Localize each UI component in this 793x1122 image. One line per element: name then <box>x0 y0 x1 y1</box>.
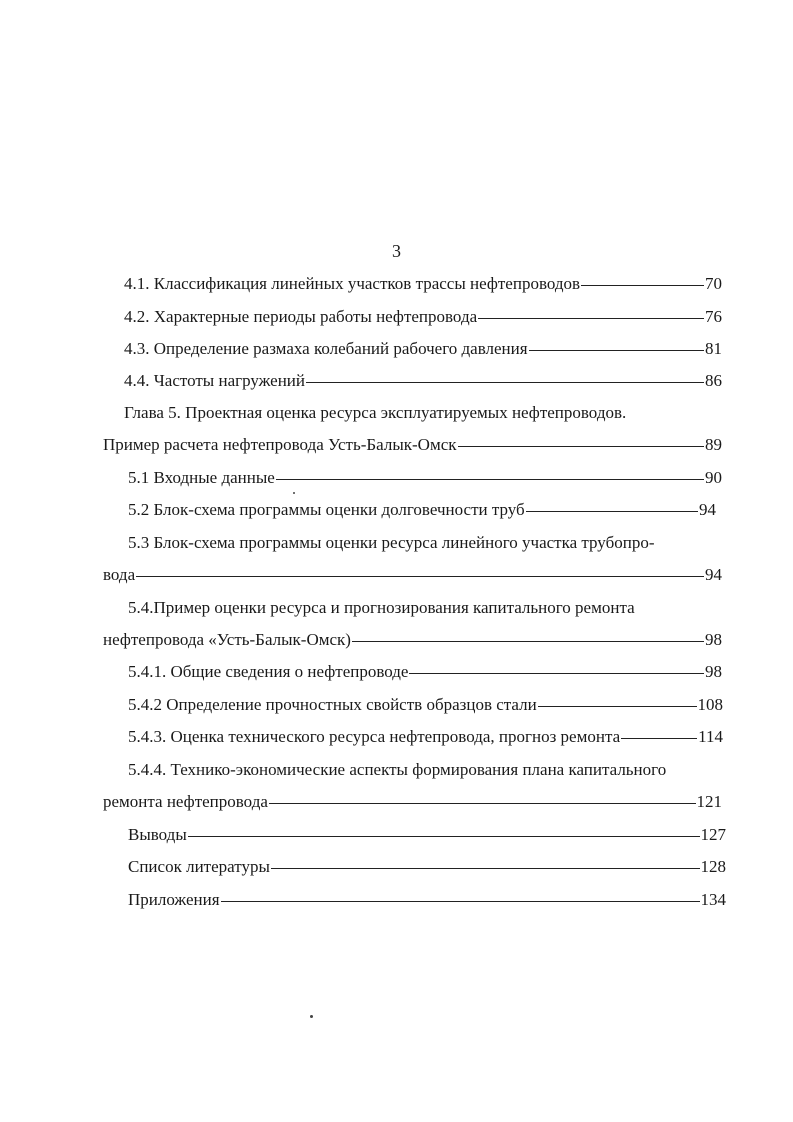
toc-entry-5-4-3[interactable] <box>128 725 723 749</box>
toc-leader <box>526 511 698 512</box>
toc-entry-chapter-5-line1: Глава 5. Проектная оценка ресурса эксплуатируемых нефтепроводов. <box>124 403 627 422</box>
toc-leader <box>136 576 704 577</box>
toc-entry-title: 4.1. Классификация линейных участков трассы нефтепроводов <box>124 274 581 293</box>
toc-leader <box>581 285 704 286</box>
toc-entry-page: 114 <box>698 727 723 746</box>
toc-entry-page: 76 <box>705 307 722 326</box>
toc-entry-5-3-line1: 5.3 Блок-схема программы оценки ресурса линейного участка трубопро- <box>128 533 655 552</box>
toc-leader <box>538 706 697 707</box>
toc-entry-page: 70 <box>705 274 722 293</box>
toc-entry-title: 5.4.1. Общие сведения о нефтепроводе <box>128 662 409 681</box>
toc-entry-page: 128 <box>700 857 726 876</box>
toc-entry-page: 98 <box>705 662 722 681</box>
scan-speck <box>293 492 295 494</box>
toc-entry-chapter-5[interactable] <box>103 433 722 457</box>
toc-entry-title: 5.2 Блок-схема программы оценки долговечности труб <box>128 500 525 519</box>
toc-entry-page: 94 <box>705 565 722 584</box>
toc-entry-title: вода <box>103 565 136 584</box>
toc-leader <box>306 382 704 383</box>
toc-leader <box>529 350 704 351</box>
toc-entry-title: нефтепровода «Усть-Балык-Омск) <box>103 630 351 649</box>
toc-entry-4-1[interactable] <box>124 272 722 296</box>
toc-leader <box>621 738 697 739</box>
toc-entry-5-4[interactable] <box>103 628 722 652</box>
toc-entry-page: 134 <box>700 890 726 909</box>
toc-entry-title: Список литературы <box>128 857 270 876</box>
toc-entry-title: 5.4.3. Оценка технического ресурса нефтепровода, прогноз ремонта <box>128 727 621 746</box>
toc-entry-page: 94 <box>699 500 716 519</box>
toc-leader <box>458 446 704 447</box>
toc-entry-5-4-1[interactable] <box>128 660 722 684</box>
toc-entry-5-3[interactable] <box>103 563 722 587</box>
toc-entry-appendices[interactable] <box>128 888 726 912</box>
toc-entry-4-4[interactable] <box>124 369 722 393</box>
toc-leader <box>478 318 704 319</box>
toc-entry-page: 98 <box>705 630 722 649</box>
toc-entry-title: 4.3. Определение размаха колебаний рабочего давления <box>124 339 528 358</box>
toc-entry-title: Пример расчета нефтепровода Усть-Балык-Омск <box>103 435 457 454</box>
toc-entry-title: Выводы <box>128 825 187 844</box>
toc-entry-references[interactable] <box>128 855 726 879</box>
toc-leader <box>352 641 704 642</box>
toc-entry-4-3[interactable] <box>124 337 722 361</box>
toc-entry-title: ремонта нефтепровода <box>103 792 268 811</box>
toc-entry-title: 4.4. Частоты нагружений <box>124 371 305 390</box>
toc-entry-5-4-line1: 5.4.Пример оценки ресурса и прогнозирования капитального ремонта <box>128 598 635 617</box>
toc-entry-page: 90 <box>705 468 722 487</box>
toc-entry-title: Приложения <box>128 890 220 909</box>
scan-speck <box>310 1015 313 1018</box>
toc-entry-5-4-4[interactable] <box>103 790 722 814</box>
toc-entry-title: 4.2. Характерные периоды работы нефтепровода <box>124 307 478 326</box>
toc-leader <box>409 673 704 674</box>
toc-entry-title: 5.4.2 Определение прочностных свойств образцов стали <box>128 695 537 714</box>
toc-entry-page: 86 <box>705 371 722 390</box>
toc-entry-conclusions[interactable] <box>128 823 726 847</box>
toc-leader <box>221 901 700 902</box>
toc-entry-page: 121 <box>696 792 722 811</box>
toc-entry-page: 127 <box>700 825 726 844</box>
toc-entry-5-4-2[interactable] <box>128 693 723 717</box>
toc-leader <box>276 479 704 480</box>
toc-entry-page: 89 <box>705 435 722 454</box>
toc-entry-4-2[interactable] <box>124 305 722 329</box>
toc-leader <box>269 803 696 804</box>
toc-entry-5-2[interactable] <box>128 498 716 522</box>
page-number: 3 <box>392 241 401 261</box>
toc-leader <box>271 868 700 869</box>
toc-leader <box>188 836 700 837</box>
toc-entry-5-1[interactable] <box>128 466 722 490</box>
toc-entry-title: 5.1 Входные данные <box>128 468 275 487</box>
toc-entry-page: 108 <box>697 695 723 714</box>
toc-entry-5-4-4-line1: 5.4.4. Технико-экономические аспекты формирования плана капитального <box>128 760 667 779</box>
toc-entry-page: 81 <box>705 339 722 358</box>
